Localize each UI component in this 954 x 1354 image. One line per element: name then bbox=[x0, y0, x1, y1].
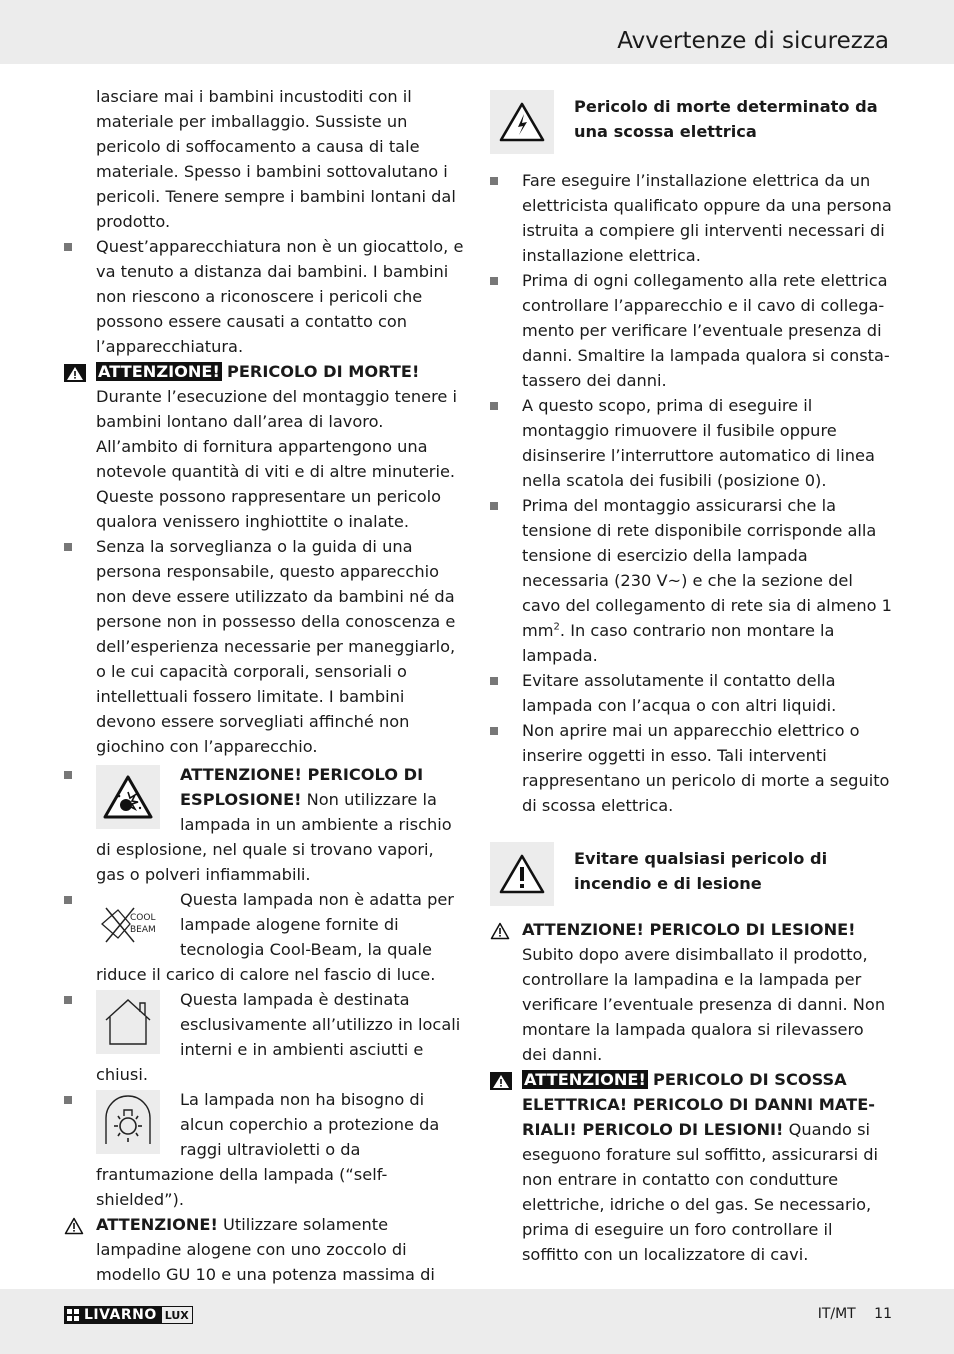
bullet-square-icon bbox=[490, 177, 498, 185]
explosion-title: ATTENZIONE! PERICOLO DI ESPLOSIONE! bbox=[180, 765, 424, 809]
list-item bbox=[490, 268, 892, 393]
explosion-icon bbox=[96, 765, 160, 829]
left-column bbox=[64, 84, 464, 1312]
shock-text: Quando si eseguono forature sul soffitto, assicurarsi di non entrare in contatto con condutture elettriche, idriche o del gas. Se necessario, prima di eseguire un foro controllare il soffitto con un localizzatore di cavi. bbox=[522, 1120, 879, 1264]
bullet-square-icon bbox=[490, 277, 498, 285]
logo-squares-icon bbox=[67, 1309, 79, 1321]
bullet-square-icon bbox=[490, 402, 498, 410]
list-item bbox=[490, 493, 892, 668]
danger-death-title: PERICOLO DI MORTE! bbox=[227, 362, 420, 381]
warning-exclamation-icon bbox=[490, 842, 554, 906]
list-item bbox=[64, 534, 464, 759]
injury-title: ATTENZIONE! PERICOLO DI LESIONE! bbox=[522, 920, 856, 939]
list-item bbox=[490, 168, 892, 268]
section-title-fire: Evitare qualsiasi pericolo di incendio e di lesione bbox=[574, 849, 828, 893]
bullet-square-icon bbox=[490, 727, 498, 735]
bullet-square-icon bbox=[64, 243, 72, 251]
right-column bbox=[490, 84, 892, 1267]
bullet-square-icon bbox=[64, 771, 72, 779]
toy-warning-text: Quest’apparecchiatura non è un giocattolo, e va tenuto a distanza dai bambini. I bambini non riescono a riconoscere i pericoli che possono essere causati a contatto con l’apparecchiatura. bbox=[96, 237, 464, 356]
indoor-text: Questa lampada è destinata esclusivamente all’utilizzo in locali interni e in ambienti asciutti e chiusi. bbox=[96, 990, 461, 1084]
list-item bbox=[64, 234, 464, 359]
list-item-coolbeam bbox=[64, 887, 464, 987]
house-icon bbox=[96, 990, 160, 1054]
check-damage-text: Prima di ogni collegamento alla rete elettrica controllare l’apparecchio e il cavo di collegamento per verificare l’eventuale presenza di danni. Smaltire la lampada qualora si constatassero dei danni. bbox=[522, 271, 890, 390]
danger-death-text: Durante l’esecuzione del montaggio tenere i bambini lontano dall’area di lavoro. All’ambito di fornitura appartengono una notevole quantità di viti e di altre minuterie. Queste possono rappresentare un pericolo qualora venissero inghiottite o inalate. bbox=[96, 387, 458, 531]
shock-title: PERICOLO DI SCOSSA ELETTRICA! PERICOLO DI DANNI MATERIALI! PERICOLO DI LESIONI! bbox=[522, 1070, 875, 1139]
voltage-text-b: . In caso contrario non montare la lampada. bbox=[522, 621, 835, 665]
supervision-text: Senza la sorveglianza o la guida di una persona responsabile, questo apparecchio non deve essere utilizzato da bambini né da persone non in possesso della conoscenza e dell’esperienza necessarie per maneggiarlo, o le cui capacità corporali, sensoriali o intellettuali fossero limitate. I bambini devono essere sorvegliati affinché non giochino con l’apparecchio. bbox=[96, 537, 456, 756]
attention-label: ATTENZIONE! bbox=[524, 1070, 646, 1089]
superscript: 2 bbox=[553, 621, 560, 633]
bulbs-text: Utilizzare solamente lampadine alogene con uno zoccolo di modello GU 10 e una potenza massima di bbox=[96, 1215, 435, 1284]
section-electric-shock bbox=[490, 84, 892, 154]
warning-shock bbox=[490, 1067, 892, 1267]
warning-death bbox=[64, 359, 464, 534]
bullet-square-icon bbox=[64, 996, 72, 1004]
list-item-shielded bbox=[64, 1087, 464, 1212]
attention-label: ATTENZIONE! bbox=[98, 362, 220, 381]
cool-label: COOL bbox=[130, 913, 156, 923]
paragraph-continued: lasciare mai i bambini incustoditi con il materiale per imballaggio. Sussiste un pericolo di soffocamento a causa di tale materiale. Spesso i bambini sottovalutano i pericoli. Tenere sempre i bambini lontani dal prodotto. bbox=[96, 87, 456, 231]
warning-triangle-outline-icon bbox=[490, 922, 510, 940]
list-item-explosion bbox=[64, 762, 464, 887]
language-code: IT/MT bbox=[817, 1306, 856, 1322]
high-voltage-icon bbox=[490, 90, 554, 154]
bullet-square-icon bbox=[64, 1096, 72, 1104]
bullet-square-icon bbox=[64, 896, 72, 904]
bullet-square-icon bbox=[490, 502, 498, 510]
footer-info bbox=[818, 1306, 892, 1322]
brand-name: LIVARNO bbox=[84, 1307, 157, 1323]
page-header bbox=[0, 0, 954, 64]
beam-label: BEAM bbox=[130, 925, 156, 935]
brand-sub: LUX bbox=[161, 1306, 193, 1324]
voltage-text-a: Prima del montaggio assicurarsi che la tensione di rete disponibile corrisponde alla tensione di esercizio della lampada necessaria (230 V~) e che la sezione del cavo del collegamento di rete sia di almeno 1 mm bbox=[522, 496, 892, 640]
page-number: 11 bbox=[874, 1306, 892, 1322]
brand-logo bbox=[64, 1306, 193, 1324]
cool-beam-icon bbox=[96, 890, 160, 954]
warning-triangle-filled-icon bbox=[490, 1072, 512, 1090]
brand-logo-box bbox=[64, 1306, 161, 1324]
warning-triangle-outline-icon bbox=[64, 1217, 84, 1235]
bullet-square-icon bbox=[490, 677, 498, 685]
section-fire-injury bbox=[490, 836, 892, 906]
bullet-square-icon bbox=[64, 543, 72, 551]
self-shielded-lamp-icon bbox=[96, 1090, 160, 1154]
injury-text: Subito dopo avere disimballato il prodotto, controllare la lampadina e la lampada per verificare l’eventuale presenza di danni. Non montare la lampada qualora si rilevassero dei danni. bbox=[522, 945, 886, 1064]
list-item bbox=[490, 718, 892, 818]
liquids-text: Evitare assolutamente il contatto della lampada con l’acqua o con altri liquidi. bbox=[522, 671, 837, 715]
list-item-indoor bbox=[64, 987, 464, 1087]
remove-fuse-text: A questo scopo, prima di eseguire il montaggio rimuovere il fusibile oppure disinserire l’interruttore automatico di linea nella scatola dei fusibili (posizione 0). bbox=[522, 396, 875, 490]
list-item bbox=[490, 668, 892, 718]
open-device-text: Non aprire mai un apparecchio elettrico o inserire oggetti in esso. Tali interventi rappresentano un pericolo di morte a seguito di scossa elettrica. bbox=[522, 721, 890, 815]
warning-triangle-filled-icon bbox=[64, 364, 86, 382]
warning-injury bbox=[490, 917, 892, 1067]
coolbeam-text: Questa lampada non è adatta per lampade alogene fornite di tecnologia Cool-Beam, la quale riduce il carico di calore nel fascio di luce. bbox=[96, 890, 454, 984]
section-title-electric: Pericolo di morte determinato da una scossa elettrica bbox=[574, 97, 878, 141]
install-text: Fare eseguire l’installazione elettrica da un elettricista qualificato oppure da una persona istruita a compiere gli interventi necessari di installazione elettrica. bbox=[522, 171, 892, 265]
explosion-text: Non utilizzare la lampada in un ambiente a rischio di esplosione, nel quale si trovano vapori, gas o polveri infiammabili. bbox=[96, 790, 452, 884]
shielded-text: La lampada non ha bisogno di alcun coperchio a protezione da raggi ultravioletti o da frantumazione della lampada (“self-shielded”). bbox=[96, 1090, 440, 1209]
list-item bbox=[490, 393, 892, 493]
page-title: Avvertenze di sicurezza bbox=[617, 28, 889, 54]
attention-title: ATTENZIONE! bbox=[96, 1215, 218, 1234]
